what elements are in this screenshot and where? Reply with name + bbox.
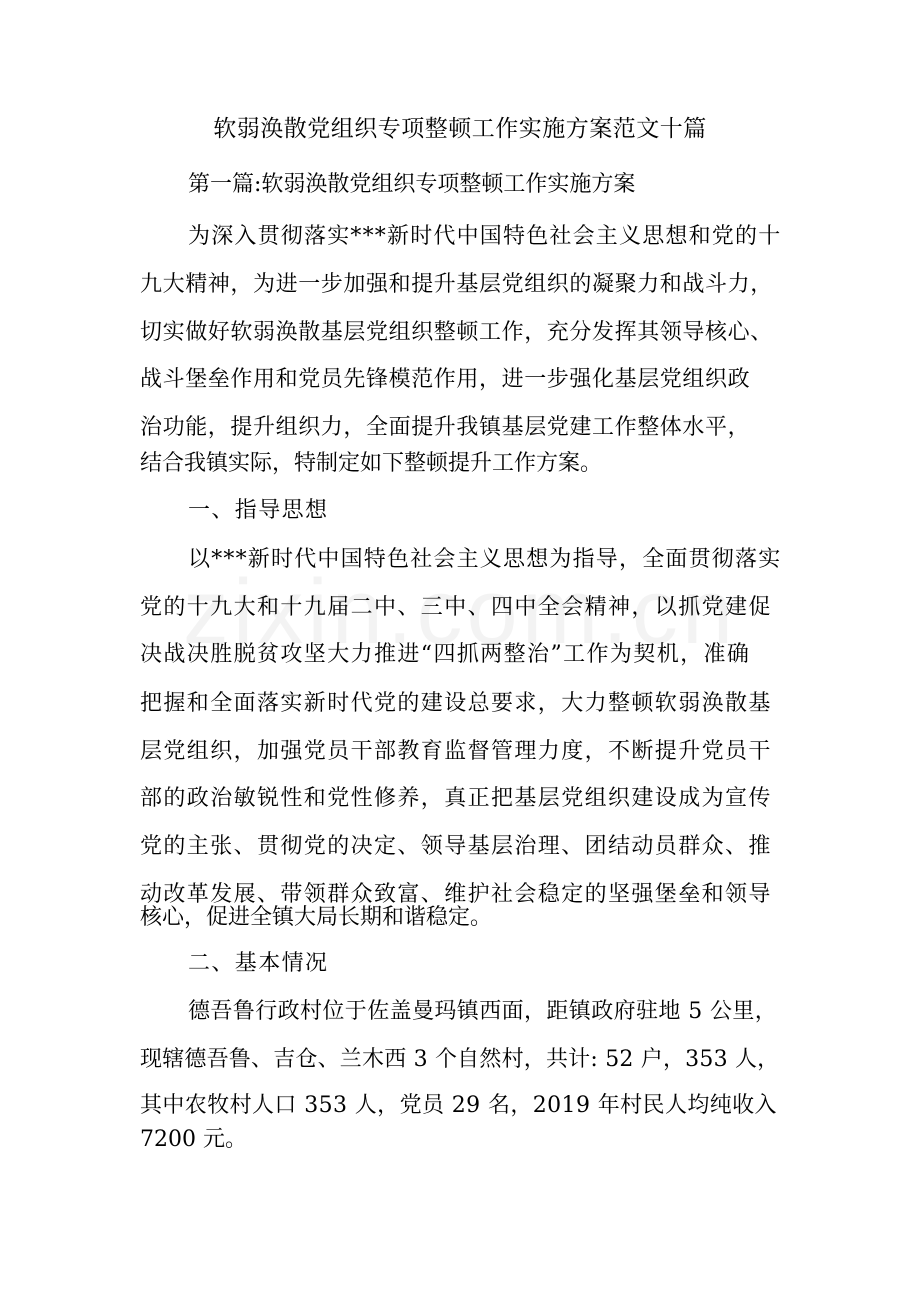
paragraph-line: 决战决胜脱贫攻坚大力推进“四抓两整治”工作为契机，准确 [140,642,751,667]
paragraph-line: 层党组织，加强党员干部教育监督管理力度，不断提升党员干 [140,739,772,764]
paragraph-line: 德吾鲁行政村位于佐盖曼玛镇西面，距镇政府驻地 5 公里， [188,999,778,1024]
paragraph-line: 切实做好软弱涣散基层党组织整顿工作，充分发挥其领导核心、 [140,320,773,345]
paragraph-line: 为深入贯彻落实***新时代中国特色社会主义思想和党的十 [188,224,782,249]
paragraph-line: 党的主张、贯彻党的决定、领导基层治理、团结动员群众、推 [140,834,772,859]
paragraph-line: 把握和全面落实新时代党的建设总要求，大力整顿软弱涣散基 [140,691,772,716]
paragraph-line: 以***新时代中国特色社会主义思想为指导，全面贯彻落实 [188,547,782,572]
section-heading-guiding-thought: 一、指导思想 [188,498,329,523]
paragraph-line: 动改革发展、带领群众致富、维护社会稳定的坚强堡垒和领导 [140,882,772,907]
paragraph-line: 战斗堡垒作用和党员先锋模范作用，进一步强化基层党组织政 [140,367,751,392]
paragraph-line: 其中农牧村人口 353 人，党员 29 名，2019 年村民人均纯收入 [140,1093,777,1118]
paragraph-line: 结合我镇实际，特制定如下整顿提升工作方案。 [140,451,603,476]
document-title: 软弱涣散党组织专项整顿工作实施方案范文十篇 [213,116,707,142]
paragraph-line: 九大精神，为进一步加强和提升基层党组织的凝聚力和战斗力， [140,272,773,297]
paragraph-line: 7200 元。 [140,1127,247,1152]
section-heading-part-one: 第一篇:软弱涣散党组织专项整顿工作实施方案 [188,172,636,197]
paragraph-line: 现辖德吾鲁、吉仓、兰木西 3 个自然村，共计: 52 户，353 人， [140,1047,780,1072]
paragraph-line: 部的政治敏锐性和党性修养，真正把基层党组织建设成为宣传 [140,786,772,811]
paragraph-line: 党的十九大和十九届二中、三中、四中全会精神，以抓党建促 [140,595,772,620]
paragraph-line: 核心，促进全镇大局长期和谐稳定。 [140,905,493,930]
section-heading-basic-situation: 二、基本情况 [188,951,329,976]
paragraph-line: 治功能，提升组织力，全面提升我镇基层党建工作整体水平， [140,415,751,440]
